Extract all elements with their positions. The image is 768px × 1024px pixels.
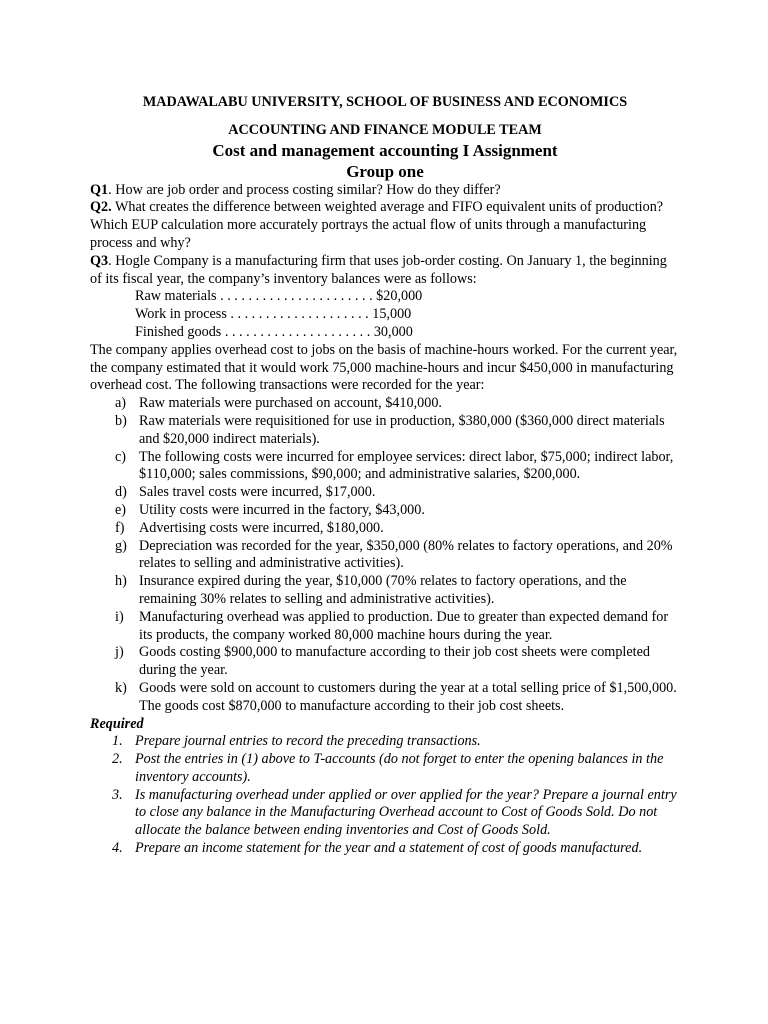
university-title: MADAWALABU UNIVERSITY, SCHOOL OF BUSINESS AND ECONOMICS [142,94,628,110]
inventory-row: Raw materials . . . . . . . . . . . . . . . . . . . . . . $20,000 [135,288,423,305]
team-title: ACCOUNTING AND FINANCE MODULE TEAM [228,121,542,138]
q2-label: Q2. [90,199,112,216]
inventory-balances [90,288,680,341]
transactions-list [90,395,680,715]
list-item: f) Advertising costs were incurred, $180,000. [115,519,384,536]
list-item: c) The following costs were incurred for employee services: direct labor, $75,000; indirect labor, $110,000; sales commissions, $90,000; and administrative salaries, $200,000. [115,448,674,483]
list-item: 1. Prepare journal entries to record the preceding transactions. [112,733,481,750]
inventory-row: Finished goods . . . . . . . . . . . . . . . . . . . . . 30,000 [135,323,413,340]
list-item: b) Raw materials were requisitioned for use in production, $380,000 ($360,000 direct materials and $20,000 indirect materials). [115,412,665,447]
list-item: e) Utility costs were incurred in the factory, $43,000. [115,501,425,518]
required-list [90,733,680,858]
list-item: g) Depreciation was recorded for the year, $350,000 (80% relates to factory operations, and 20% relates to selling and administrative activities). [115,537,673,572]
required-heading: Required [90,715,144,732]
assignment-document [90,94,680,858]
list-item: a) Raw materials were purchased on account, $410,000. [115,395,442,412]
list-item: h) Insurance expired during the year, $10,000 (70% relates to factory operations, and the remaining 30% relates to selling and administrative activities). [115,573,627,607]
inventory-row: Work in process . . . . . . . . . . . . . . . . . . . . 15,000 [135,306,412,323]
question-1 [90,182,680,200]
list-item: 4. Prepare an income statement for the year and a statement of cost of goods manufactured. [112,840,643,857]
q1-label: Q1 [90,181,109,198]
list-item: 2. Post the entries in (1) above to T-accounts (do not forget to enter the opening balances in the inventory accounts). [112,751,664,785]
course-title: Cost and management accounting I Assignment [212,140,558,160]
list-item: i) Manufacturing overhead was applied to production. Due to greater than expected demand for its products, the company worked 80,000 machine hours during the year. [115,608,669,643]
q3-label: Q3 [90,252,109,269]
list-item: k) Goods were sold on account to customers during the year at a total selling price of $1,500,000. The goods cost $870,000 to manufacture according to their job cost sheets. [115,679,677,714]
question-2 [90,199,680,252]
question-3 [90,253,680,289]
list-item: d) Sales travel costs were incurred, $17,000. [115,484,376,501]
q2-text: What creates the difference between weighted average and FIFO equivalent units of production? Which EUP calculation more accurately portrays the actual flow of units through a manufacturing process and why? [90,199,664,251]
list-item: j) Goods costing $900,000 to manufacture according to their job cost sheets were completed during the year. [115,644,651,679]
q3-text: . Hogle Company is a manufacturing firm that uses job-order costing. On January 1, the beginning of its fiscal year, the company’s inventory balances were as follows: [90,252,667,287]
group-title: Group one [346,161,424,181]
list-item: 3. Is manufacturing overhead under applied or over applied for the year? Prepare a journal entry to close any balance in the Manufacturing Overhead account to Cost of Goods Sold. Do not allocate the balance between ending inventories and Cost of Goods Sold. [112,786,677,839]
q1-text: . How are job order and process costing similar? How do they differ? [108,181,501,198]
overhead-paragraph: The company applies overhead cost to jobs on the basis of machine-hours worked. For the current year, the company estimated that it would work 75,000 machine-hours and incur $450,000 in manufacturing overhead cost. The following transactions were recorded for the year: [90,341,678,394]
